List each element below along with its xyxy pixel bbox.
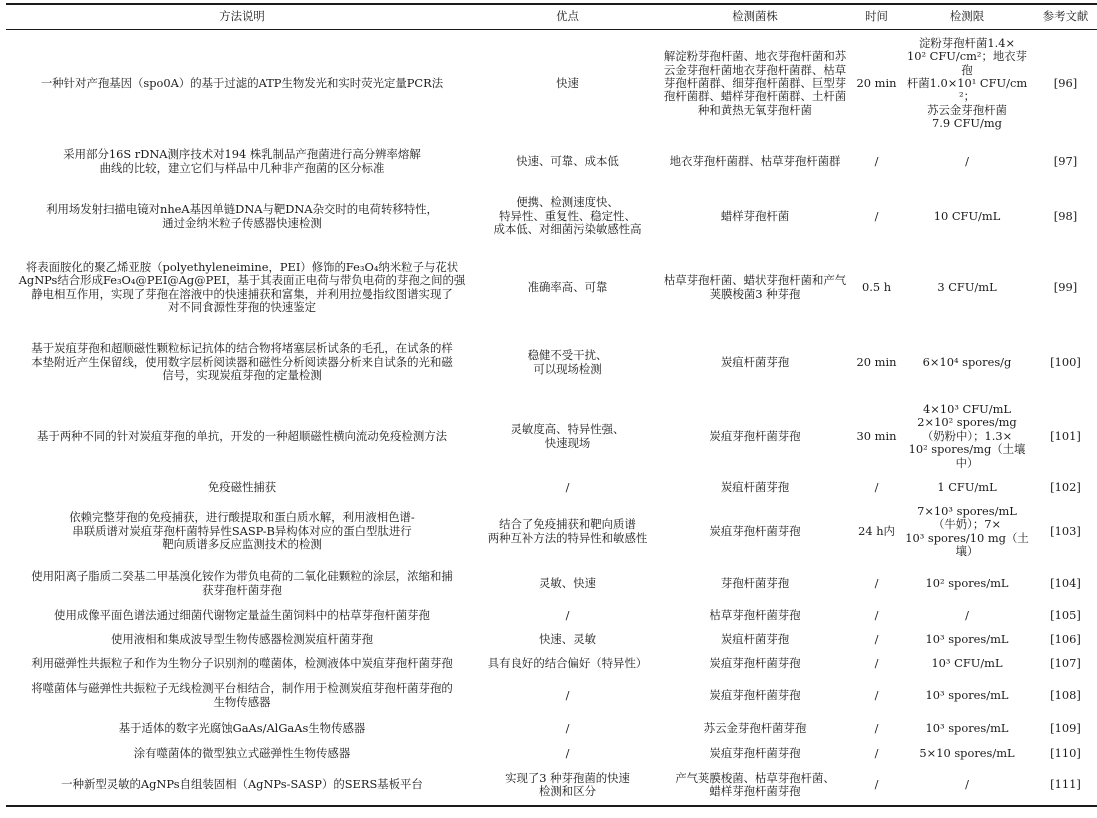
cell-limit: 6×10⁴ spores/g	[922, 354, 1012, 369]
cell-method: 利用磁弹性共振粒子和作为生物分子识别剂的噬菌体，检测液体中炭疽芽孢杆菌芽孢	[31, 655, 453, 670]
cell-reference: [99]	[1053, 279, 1078, 294]
detection-methods-table	[6, 3, 1097, 807]
cell-advantage: 稳健不受干扰、 可以现场检测	[527, 348, 608, 376]
cell-method: 使用成像平面色谱法通过细菌代谢物定量益生菌饲料中的枯草芽孢杆菌芽孢	[54, 607, 430, 622]
cell-limit: 10³ CFU/mL	[931, 655, 1003, 670]
cell-time: /	[874, 575, 879, 590]
header-limit: 检测限	[900, 4, 1034, 30]
cell-method: 使用阳离子脂质二癸基二甲基溴化铵作为带负电荷的二氧化硅颗粒的涂层，浓缩和捕 获芽孢杆菌芽孢	[31, 569, 453, 597]
cell-advantage: 灵敏、快速	[539, 575, 596, 590]
cell-time: 20 min	[856, 76, 897, 91]
table-row	[6, 398, 1097, 476]
cell-strain: 蜡样芽孢杆菌	[720, 208, 790, 223]
cell-method: 涂有噬菌体的微型独立式磁弹性生物传感器	[133, 745, 351, 760]
cell-time: 24 h内	[858, 523, 895, 538]
table-row	[6, 766, 1097, 806]
cell-strain: 枯草芽孢杆菌芽孢	[709, 607, 801, 622]
cell-strain: 芽孢杆菌芽孢	[720, 575, 790, 590]
cell-advantage: 具有良好的结合偏好（特异性）	[487, 655, 648, 670]
cell-method: 利用场发射扫描电镜对nheA基因单链DNA与靶DNA杂交时的电荷转移特性， 通过金纳米粒子传感器快速检测	[46, 202, 438, 230]
header-advantage: 优点	[478, 4, 657, 30]
cell-limit: 10² spores/mL	[925, 575, 1009, 590]
table-row	[6, 186, 1097, 248]
cell-limit: 10 CFU/mL	[933, 208, 1001, 223]
cell-advantage: 快速、可靠、成本低	[516, 153, 619, 168]
cell-advantage: /	[565, 607, 570, 622]
cell-advantage: /	[565, 745, 570, 760]
cell-strain: 炭疽杆菌芽孢	[720, 354, 790, 369]
table-row	[6, 138, 1097, 186]
table-row	[6, 676, 1097, 716]
cell-reference: [110]	[1050, 745, 1081, 760]
cell-reference: [98]	[1053, 208, 1078, 223]
cell-method: 将表面胺化的聚乙烯亚胺（polyethyleneimine，PEI）修饰的Fe₃O₄纳米粒子与花状 AgNPs结合形成Fe₃O₄@PEI@Ag@PEI，基于其表面正电荷与带负电荷的芽孢之间的强 静电相互作用，实现了芽孢在溶液中的快速捕获和富集，并利用拉曼指纹图谱实现了 对不同食源性芽孢的快速鉴定	[18, 259, 466, 314]
cell-method: 基于两种不同的针对炭疽芽孢的单抗，开发的一种超顺磁性横向流动免疫检测方法	[36, 428, 448, 443]
cell-reference: [111]	[1034, 766, 1097, 806]
table-row	[6, 604, 1097, 628]
cell-strain: 产气荚膜梭菌、枯草芽孢杆菌、 蜡样芽孢杆菌芽孢	[657, 766, 853, 806]
cell-advantage: 实现了3 种芽孢菌的快速 检测和区分	[478, 766, 657, 806]
cell-limit: 淀粉芽孢杆菌1.4× 10² CFU/cm²；地衣芽孢 杆菌1.0×10¹ CFU/cm²； 苏云金芽孢杆菌 7.9 CFU/mg	[906, 35, 1028, 131]
cell-reference: [107]	[1050, 655, 1081, 670]
cell-strain: 苏云金芽孢杆菌芽孢	[703, 720, 807, 735]
cell-method: 免疫磁性捕获	[207, 479, 277, 494]
cell-reference: [102]	[1050, 479, 1081, 494]
cell-method: 将噬菌体与磁弹性共振粒子无线检测平台相结合，制作用于检测炭疽芽孢杆菌芽孢的 生物传感器	[31, 681, 453, 709]
cell-limit: 3 CFU/mL	[937, 279, 997, 294]
cell-advantage: /	[565, 720, 570, 735]
cell-method: 采用部分16S rDNA测序技术对194 株乳制品产孢菌进行高分辨率熔解 曲线的比较，建立它们与样品中几种非产孢菌的区分标准	[63, 147, 421, 175]
cell-limit: 7×10³ spores/mL （牛奶）；7× 10³ spores/10 mg（土壤）	[905, 503, 1029, 558]
cell-limit: 10³ spores/mL	[925, 720, 1009, 735]
cell-limit: 10³ spores/mL	[925, 687, 1009, 702]
header-method: 方法说明	[6, 4, 478, 30]
cell-reference: [103]	[1050, 523, 1081, 538]
cell-time: /	[874, 655, 879, 670]
table-row	[6, 476, 1097, 500]
cell-strain: 炭疽芽孢杆菌芽孢	[709, 687, 801, 702]
cell-time: /	[874, 479, 879, 494]
cell-method: 依赖完整芽孢的免疫捕获，进行酸提取和蛋白质水解，利用液相色谱- 串联质谱对炭疽芽孢杆菌特异性SASP-B异构体对应的蛋白型肽进行 靶向质谱多反应监测技术的检测	[69, 510, 415, 552]
table-row	[6, 30, 1097, 138]
header-reference: 参考文献	[1034, 4, 1097, 30]
cell-time: /	[874, 720, 879, 735]
table-row	[6, 248, 1097, 328]
cell-reference: [96]	[1053, 76, 1078, 91]
cell-advantage: /	[565, 687, 570, 702]
cell-reference: [109]	[1050, 720, 1081, 735]
cell-strain: 炭疽芽孢杆菌芽孢	[709, 745, 801, 760]
table-row	[6, 328, 1097, 398]
cell-time: /	[853, 766, 900, 806]
cell-time: /	[874, 153, 879, 168]
cell-method: 一种新型灵敏的AgNPs自组装固相（AgNPs-SASP）的SERS基板平台	[6, 766, 478, 806]
cell-reference: [100]	[1050, 354, 1081, 369]
header-time: 时间	[853, 4, 900, 30]
cell-limit: /	[900, 766, 1034, 806]
table-row	[6, 742, 1097, 766]
cell-reference: [105]	[1050, 607, 1081, 622]
cell-strain: 炭疽芽孢杆菌芽孢	[709, 655, 801, 670]
cell-time: /	[874, 631, 879, 646]
cell-reference: [104]	[1050, 575, 1081, 590]
table-row	[6, 564, 1097, 604]
cell-time: /	[874, 745, 879, 760]
cell-reference: [106]	[1050, 631, 1081, 646]
cell-method: 基于炭疽芽孢和超顺磁性颗粒标记抗体的结合物将堵塞层析试条的毛孔，在试条的样 本垫附近产生保留线，使用数字层析阅读器和磁性分析阅读器分析来自试条的光和磁 信号，实现炭疽芽孢的定量检测	[31, 341, 453, 383]
cell-reference: [108]	[1050, 687, 1081, 702]
cell-strain: 地衣芽孢杆菌群、枯草芽孢杆菌群	[669, 153, 841, 168]
cell-limit: 4×10³ CFU/mL 2×10² spores/mg （奶粉中）；1.3× 10² spores/mg（土壤中）	[908, 401, 1026, 470]
cell-strain: 炭疽杆菌芽孢	[720, 479, 790, 494]
cell-time: /	[874, 687, 879, 702]
cell-advantage: 快速、灵敏	[539, 631, 596, 646]
cell-time: 30 min	[856, 428, 897, 443]
cell-advantage: 快速	[556, 76, 579, 91]
cell-advantage: 准确率高、可靠	[527, 279, 608, 294]
cell-advantage: 结合了免疫捕获和靶向质谱 两种互补方法的特异性和敏感性	[487, 517, 648, 545]
cell-strain: 炭疽芽孢杆菌芽孢	[709, 428, 801, 443]
table-row	[6, 500, 1097, 564]
cell-time: /	[874, 607, 879, 622]
cell-advantage: 便携、检测速度快、 特异性、重复性、稳定性、 成本低、对细菌污染敏感性高	[493, 195, 642, 237]
cell-strain: 枯草芽孢杆菌、蜡状芽孢杆菌和产气 荚膜梭菌3 种芽孢	[663, 273, 847, 301]
table-row	[6, 716, 1097, 742]
cell-strain: 解淀粉芽孢杆菌、地衣芽孢杆菌和苏 云金芽孢杆菌地衣芽孢杆菌群、枯草 芽孢杆菌群、细芽孢杆菌群、巨型芽 孢杆菌群、蜡样芽孢杆菌群、土杆菌 种和黄热无氧芽孢杆菌	[663, 49, 847, 117]
cell-strain: 炭疽芽孢杆菌芽孢	[709, 523, 801, 538]
cell-advantage: /	[565, 479, 570, 494]
cell-limit: 1 CFU/mL	[937, 479, 997, 494]
cell-time: 20 min	[856, 354, 897, 369]
cell-method: 一种针对产孢基因（spo0A）的基于过滤的ATP生物发光和实时荧光定量PCR法	[40, 76, 444, 91]
cell-reference: [101]	[1050, 428, 1081, 443]
table-header-row	[6, 4, 1097, 30]
cell-limit: 10³ spores/mL	[925, 631, 1009, 646]
table-row	[6, 652, 1097, 676]
header-strain: 检测菌株	[657, 4, 853, 30]
cell-limit: /	[965, 607, 969, 622]
cell-time: 0.5 h	[861, 279, 892, 294]
cell-limit: /	[965, 153, 969, 168]
cell-method: 基于适体的数字光腐蚀GaAs/AlGaAs生物传感器	[118, 720, 366, 735]
cell-method: 使用液相和集成波导型生物传感器检测炭疽杆菌芽孢	[111, 631, 373, 646]
cell-limit: 5×10 spores/mL	[919, 745, 1015, 760]
cell-reference: [97]	[1053, 153, 1078, 168]
cell-advantage: 灵敏度高、特异性强、 快速现场	[510, 422, 625, 450]
cell-time: /	[874, 208, 879, 223]
cell-strain: 炭疽杆菌芽孢	[720, 631, 790, 646]
table-row	[6, 628, 1097, 652]
